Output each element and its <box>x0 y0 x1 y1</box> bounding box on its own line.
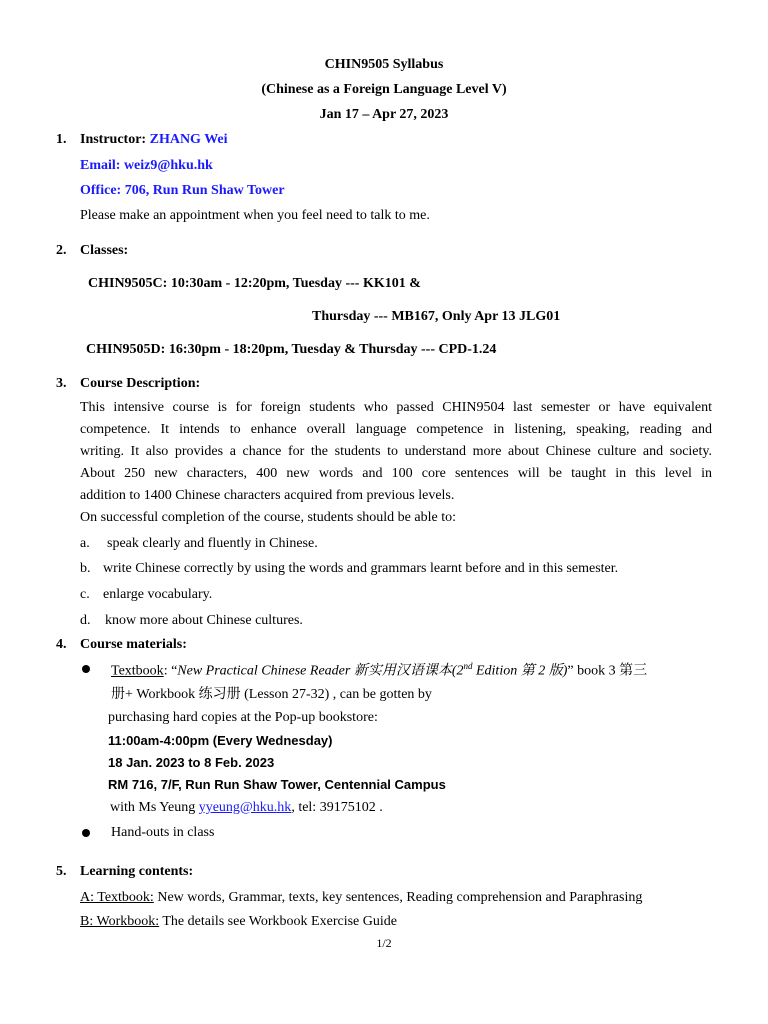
document-title: CHIN9505 Syllabus <box>324 57 444 72</box>
contact-line <box>110 800 383 817</box>
section-number-2: 2. <box>56 243 67 258</box>
class-section-c-thursday: Thursday --- MB167, Only Apr 13 JLG01 <box>312 309 561 324</box>
textbook-colon: : “ <box>163 663 178 679</box>
outcome-text-b: write Chinese correctly by using the words and grammars learnt before and in this semester. <box>103 561 619 576</box>
document-subtitle: (Chinese as a Foreign Language Level V) <box>261 82 507 97</box>
instructor-note: Please make an appointment when you feel need to talk to me. <box>80 208 430 223</box>
instructor-line <box>80 132 228 149</box>
materials-heading: Course materials: <box>80 637 187 652</box>
contents-workbook-line <box>80 914 397 931</box>
description-line-2: competence. It intends to enhance overall language competence in listening, speaking, reading and <box>80 422 712 437</box>
contents-workbook-label: B: Workbook: <box>80 914 160 929</box>
classes-heading: Classes: <box>80 243 129 258</box>
outcome-letter-a: a. <box>80 536 90 551</box>
description-heading: Course Description: <box>80 376 201 391</box>
description-line-1: This intensive course is for foreign students who passed CHIN9504 last semester or have equivalent <box>80 400 712 415</box>
textbook-edition: Edition 第 2 版) <box>472 663 568 679</box>
textbook-label: Textbook <box>111 663 164 679</box>
contents-textbook-line <box>80 890 642 907</box>
description-line-4: About 250 new characters, 400 new words and 100 core sentences will be taught in this level in <box>80 466 712 481</box>
bookstore-dates: 18 Jan. 2023 to 8 Feb. 2023 <box>108 755 275 770</box>
contents-textbook-text: New words, Grammar, texts, key sentences, Reading comprehension and Paraphrasing <box>153 890 643 905</box>
class-section-c: CHIN9505C: 10:30am - 12:20pm, Tuesday --- KK101 & <box>88 276 421 291</box>
class-section-d: CHIN9505D: 16:30pm - 18:20pm, Tuesday & Thursday --- CPD-1.24 <box>86 342 497 357</box>
contact-prefix: with Ms Yeung <box>110 800 199 815</box>
bullet-icon <box>82 665 90 673</box>
contact-suffix: , tel: 39175102 . <box>291 800 383 815</box>
section-number-5: 5. <box>56 864 67 879</box>
outcome-letter-b: b. <box>80 561 91 576</box>
bullet-icon <box>82 829 90 837</box>
contents-textbook-label: A: Textbook: <box>80 890 154 905</box>
textbook-superscript: nd <box>463 661 473 671</box>
outcome-text-a: speak clearly and fluently in Chinese. <box>107 536 318 551</box>
outcome-intro: On successful completion of the course, students should be able to: <box>80 510 456 525</box>
textbook-title: New Practical Chinese Reader 新实用汉语课本(2 <box>177 663 464 679</box>
purchase-line: purchasing hard copies at the Pop-up bookstore: <box>108 710 378 725</box>
workbook-line: 册+ Workbook 练习册 (Lesson 27-32) , can be gotten by <box>111 687 432 702</box>
instructor-office: Office: 706, Run Run Shaw Tower <box>80 183 285 198</box>
contents-heading: Learning contents: <box>80 864 194 879</box>
page-number: 1/2 <box>376 936 392 950</box>
textbook-rest: ” book 3 第三 <box>567 663 648 679</box>
bookstore-location: RM 716, 7/F, Run Run Shaw Tower, Centennial Campus <box>108 777 446 792</box>
section-number-4: 4. <box>56 637 67 652</box>
outcome-letter-c: c. <box>80 587 90 602</box>
bookstore-hours: 11:00am-4:00pm (Every Wednesday) <box>108 733 333 748</box>
section-number-3: 3. <box>56 376 67 391</box>
contact-email-link[interactable]: yyeung@hku.hk <box>198 800 292 815</box>
textbook-line <box>111 661 647 680</box>
outcome-text-d: know more about Chinese cultures. <box>105 613 303 628</box>
section-number-1: 1. <box>56 132 67 147</box>
description-line-3: writing. It also provides a chance for the students to understand more about Chinese culture and society. <box>80 444 712 459</box>
outcome-text-c: enlarge vocabulary. <box>103 587 213 602</box>
contents-workbook-text: The details see Workbook Exercise Guide <box>159 914 397 929</box>
instructor-name: ZHANG Wei <box>149 132 228 147</box>
instructor-label: Instructor: <box>80 132 150 147</box>
instructor-email: Email: weiz9@hku.hk <box>80 158 213 173</box>
course-dates: Jan 17 – Apr 27, 2023 <box>319 107 449 122</box>
outcome-letter-d: d. <box>80 613 91 628</box>
description-line-5: addition to 1400 Chinese characters acquired from previous levels. <box>80 488 455 503</box>
handouts-line: Hand-outs in class <box>111 825 215 840</box>
